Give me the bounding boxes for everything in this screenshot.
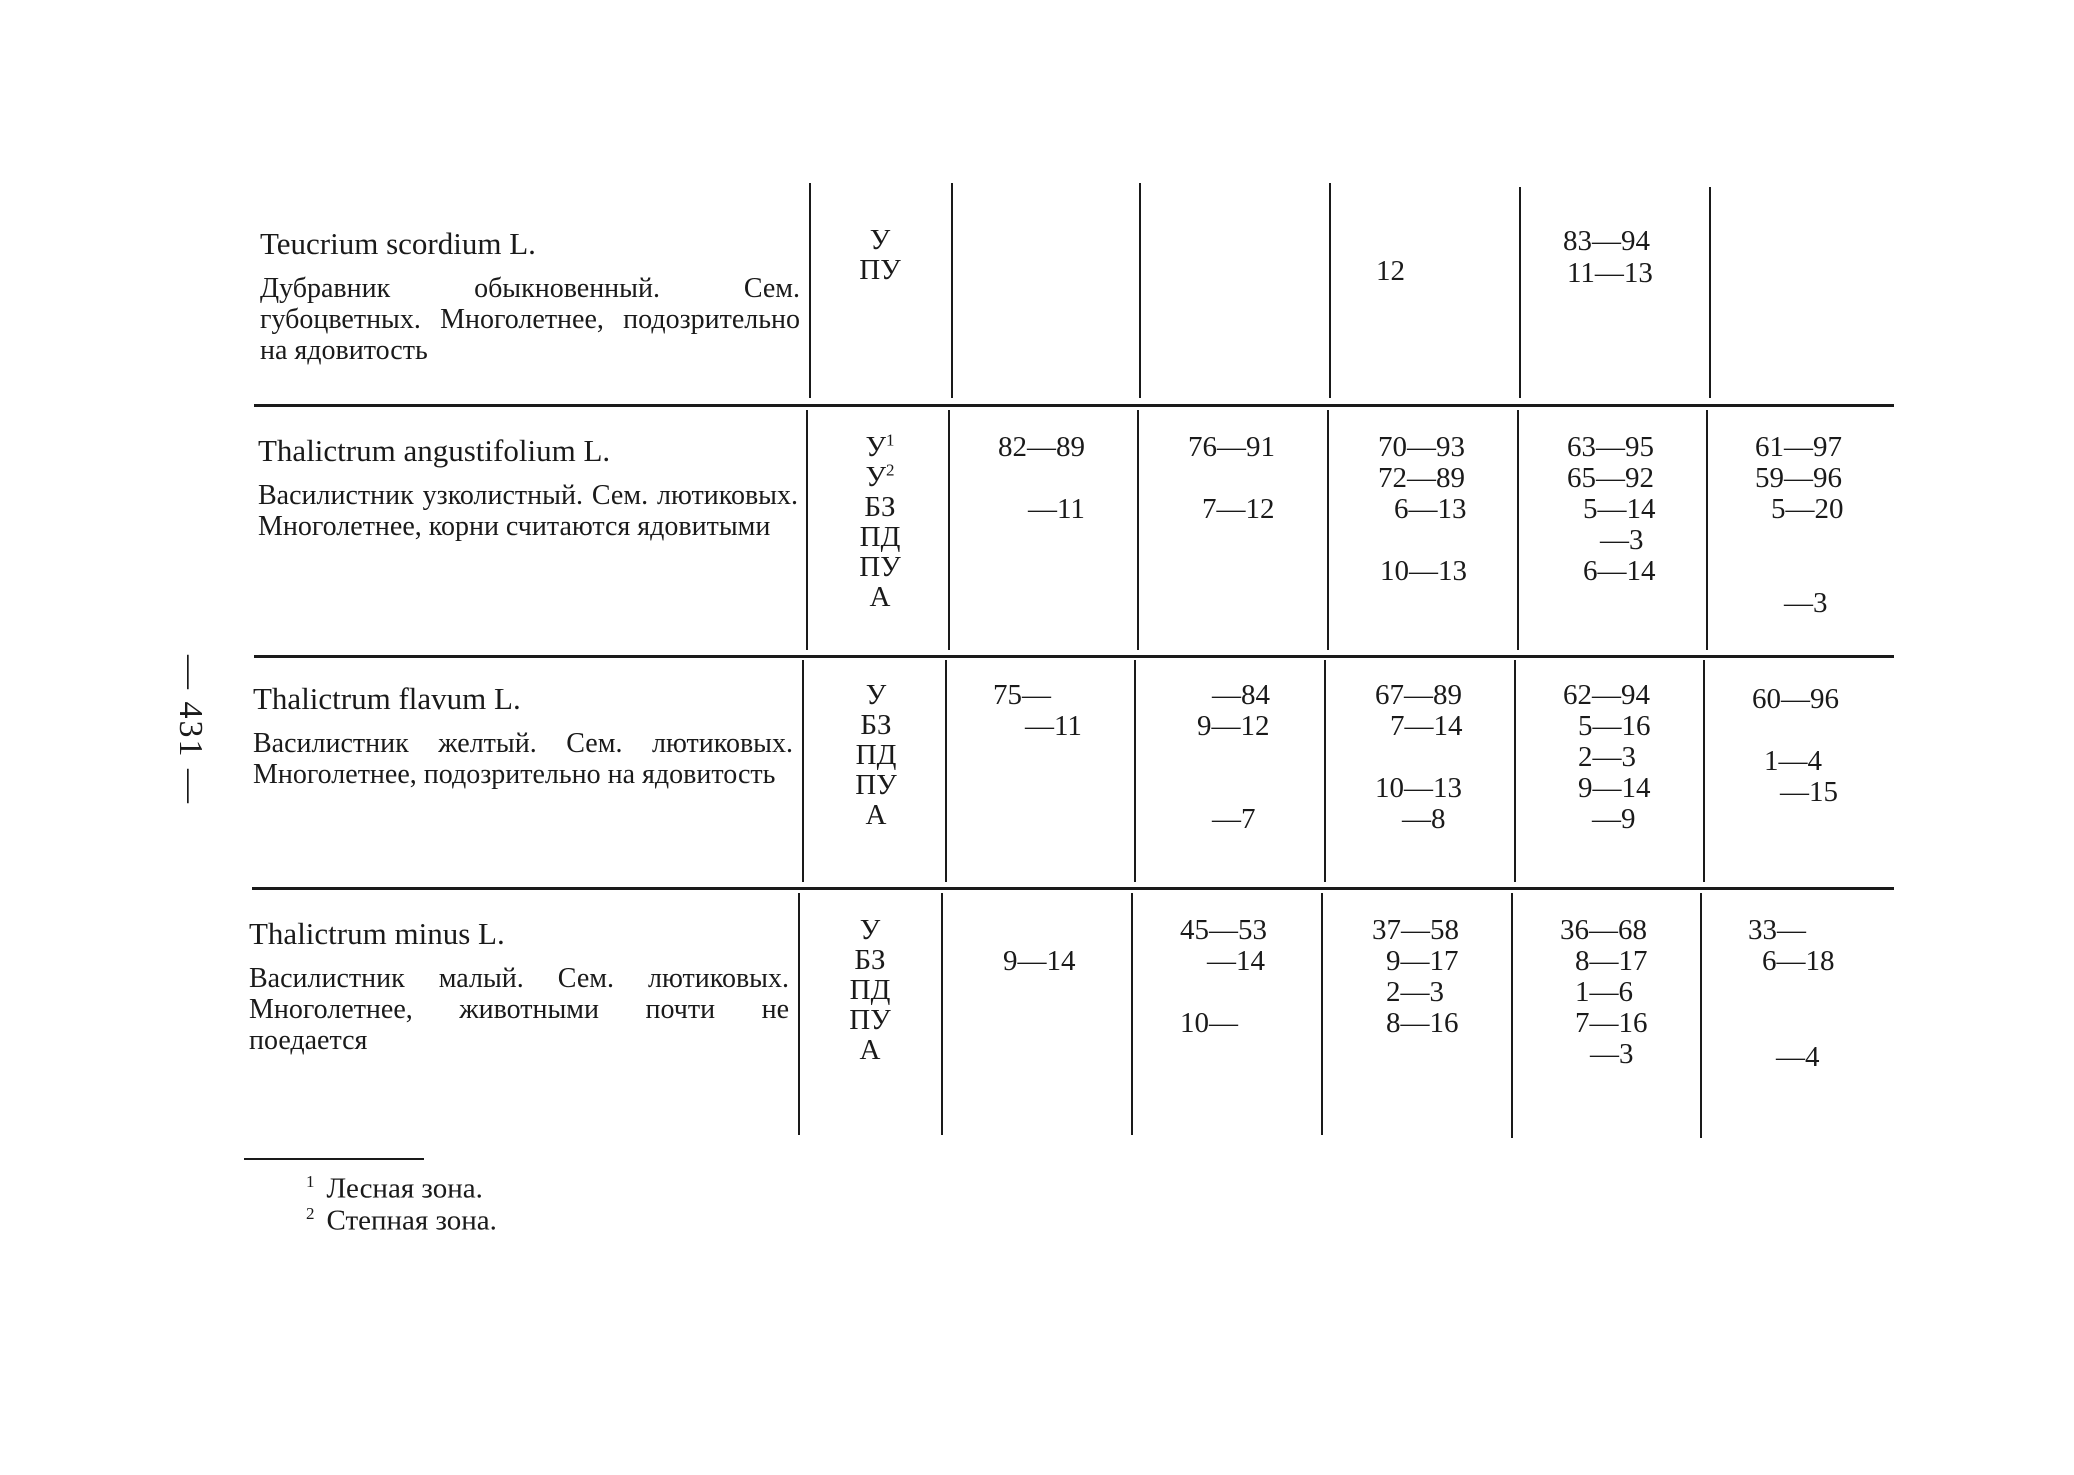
indicator-label: БЗ	[854, 944, 886, 976]
column-rule	[1511, 893, 1513, 1138]
row-separator	[254, 404, 1894, 407]
column-rule	[941, 893, 943, 1135]
column-rule	[1327, 410, 1329, 650]
column-rule	[1324, 660, 1326, 882]
row-separator	[254, 655, 1894, 658]
row-separator	[252, 887, 1894, 890]
value-cell: 67—89	[1375, 679, 1462, 711]
footnote: $^2$ Степная зона.	[306, 1204, 497, 1237]
column-rule	[1706, 410, 1708, 650]
column-rule	[1700, 893, 1702, 1138]
indicator-label: БЗ	[860, 709, 892, 741]
value-cell: 8—16	[1386, 1007, 1459, 1039]
column-rule	[798, 893, 800, 1135]
value-cell: —11	[1025, 710, 1082, 742]
value-cell: 1—6	[1575, 976, 1633, 1008]
species-entry	[249, 915, 789, 1056]
value-cell: 9—12	[1197, 710, 1270, 742]
indicator-label: А	[869, 581, 891, 613]
indicator-label: А	[865, 799, 887, 831]
column-rule	[945, 660, 947, 882]
footnote-rule	[244, 1158, 424, 1160]
value-cell: —15	[1780, 776, 1838, 808]
value-cell: 60—96	[1752, 683, 1839, 715]
value-cell: 5—14	[1583, 493, 1656, 525]
indicator-label: ПУ	[849, 1004, 891, 1036]
indicator-label: У	[859, 914, 881, 946]
value-cell: 75—	[993, 679, 1051, 711]
species-description: Дубравник обыкновенный. Сем. губоцветных. Многолетнее, подозрительно на ядовитость	[260, 273, 800, 366]
indicator-labels	[850, 432, 910, 612]
species-description: Василистник малый. Сем. лютиковых. Многолетнее, животными почти не поедается	[249, 963, 789, 1056]
value-cell: —11	[1028, 493, 1085, 525]
species-entry	[253, 680, 793, 790]
value-cell: 6—14	[1583, 555, 1656, 587]
value-cell: 33—	[1748, 914, 1806, 946]
value-cell: 62—94	[1563, 679, 1650, 711]
value-cell: —9	[1592, 803, 1636, 835]
value-cell: —4	[1776, 1041, 1820, 1073]
value-cell: 6—18	[1762, 945, 1835, 977]
value-cell: 59—96	[1755, 462, 1842, 494]
species-entry	[260, 225, 800, 366]
value-cell: 10—13	[1380, 555, 1467, 587]
column-rule	[1709, 187, 1711, 398]
indicator-labels	[840, 915, 900, 1065]
column-rule	[809, 183, 811, 398]
species-latin-name: Teucrium scordium L.	[260, 226, 536, 261]
value-cell: 2—3	[1578, 741, 1636, 773]
value-cell: 8—17	[1575, 945, 1648, 977]
value-cell: —84	[1212, 679, 1270, 711]
indicator-label: ПД	[849, 974, 891, 1006]
indicator-label: ПД	[859, 521, 901, 553]
indicator-labels	[850, 225, 910, 285]
species-latin-name: Thalictrum flavum L.	[253, 681, 521, 716]
column-rule	[1519, 187, 1521, 398]
column-rule	[951, 183, 953, 398]
species-description: Василистник узколистный. Сем. лютиковых. Многолетнее, корни считаются ядовитыми	[258, 480, 798, 542]
column-rule	[1329, 183, 1331, 398]
value-cell: 37—58	[1372, 914, 1459, 946]
column-rule	[1703, 660, 1705, 882]
value-cell: —3	[1590, 1038, 1634, 1070]
indicator-label: А	[859, 1034, 881, 1066]
value-cell: 6—13	[1394, 493, 1467, 525]
indicator-labels	[846, 680, 906, 830]
column-rule	[948, 410, 950, 650]
value-cell: 10—13	[1375, 772, 1462, 804]
value-cell: 72—89	[1378, 462, 1465, 494]
indicator-label: ПД	[855, 739, 897, 771]
value-cell: 9—14	[1003, 945, 1076, 977]
value-cell: 82—89	[998, 431, 1085, 463]
indicator-label: ПУ	[859, 551, 901, 583]
indicator-label: ПУ	[855, 769, 897, 801]
column-rule	[1131, 893, 1133, 1135]
value-cell: 10—	[1180, 1007, 1238, 1039]
value-cell: —3	[1600, 524, 1644, 556]
value-cell: 76—91	[1188, 431, 1275, 463]
value-cell: 7—14	[1390, 710, 1463, 742]
value-cell: 61—97	[1755, 431, 1842, 463]
page-number: — 431 —	[172, 655, 209, 805]
value-cell: 1—4	[1764, 745, 1822, 777]
column-rule	[806, 410, 808, 650]
value-cell: 7—16	[1575, 1007, 1648, 1039]
column-rule	[1137, 410, 1139, 650]
species-entry	[258, 432, 798, 542]
value-cell: 5—16	[1578, 710, 1651, 742]
value-cell: 70—93	[1378, 431, 1465, 463]
indicator-label: $У^1$	[865, 430, 895, 463]
value-cell: 12	[1376, 255, 1405, 287]
column-rule	[1134, 660, 1136, 882]
value-cell: 45—53	[1180, 914, 1267, 946]
indicator-label: БЗ	[864, 491, 896, 523]
species-latin-name: Thalictrum minus L.	[249, 916, 505, 951]
value-cell: 9—14	[1578, 772, 1651, 804]
column-rule	[1514, 660, 1516, 882]
species-latin-name: Thalictrum angustifolium L.	[258, 433, 611, 468]
value-cell: 11—13	[1567, 257, 1653, 289]
indicator-label: У	[869, 224, 891, 256]
value-cell: 7—12	[1202, 493, 1275, 525]
value-cell: 65—92	[1567, 462, 1654, 494]
column-rule	[1139, 183, 1141, 398]
footnote: $^1$ Лесная зона.	[306, 1172, 483, 1205]
value-cell: —3	[1784, 587, 1828, 619]
value-cell: —8	[1402, 803, 1446, 835]
value-cell: —14	[1207, 945, 1265, 977]
indicator-label: ПУ	[859, 254, 901, 286]
column-rule	[1321, 893, 1323, 1135]
indicator-label: $У^2$	[865, 460, 895, 493]
value-cell: —7	[1212, 803, 1256, 835]
value-cell: 83—94	[1563, 225, 1650, 257]
column-rule	[1517, 410, 1519, 650]
value-cell: 9—17	[1386, 945, 1459, 977]
value-cell: 36—68	[1560, 914, 1647, 946]
value-cell: 2—3	[1386, 976, 1444, 1008]
species-description: Василистник желтый. Сем. лютиковых. Многолетнее, подозрительно на ядовитость	[253, 728, 793, 790]
column-rule	[802, 660, 804, 882]
indicator-label: У	[865, 679, 887, 711]
value-cell: 63—95	[1567, 431, 1654, 463]
value-cell: 5—20	[1771, 493, 1844, 525]
